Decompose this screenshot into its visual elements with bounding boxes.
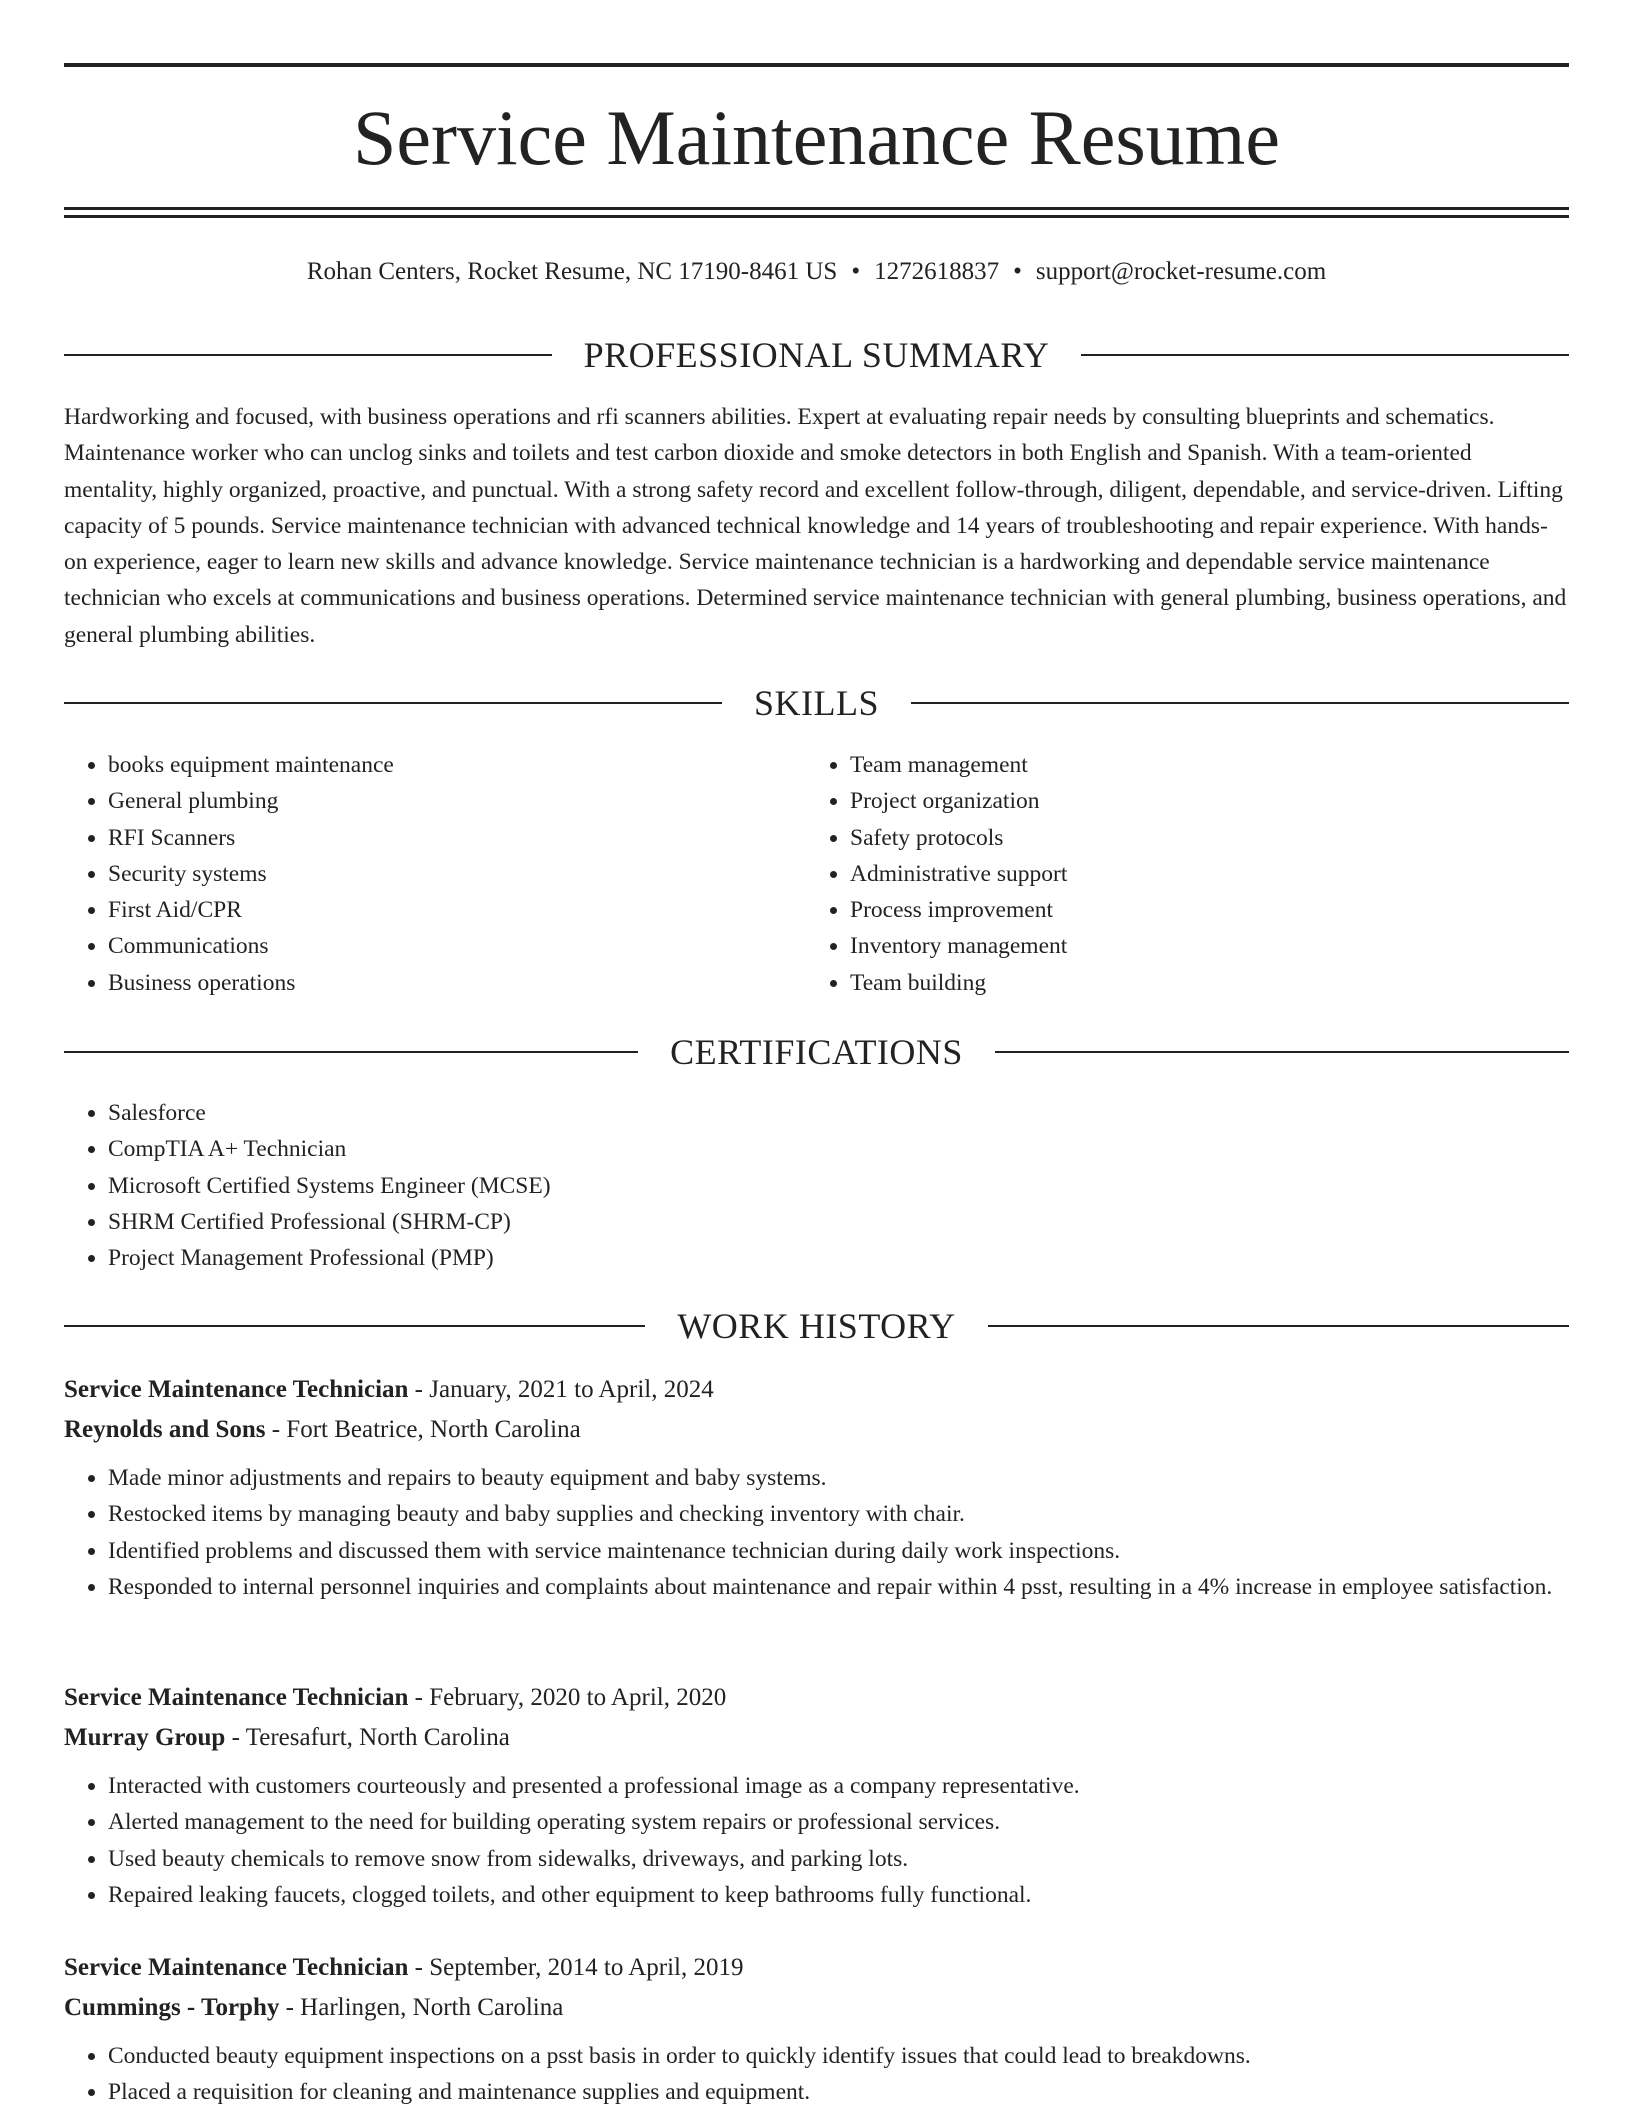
skill-item: • First Aid/CPR — [108, 892, 764, 928]
skill-item: • Communications — [108, 928, 764, 964]
job-dates: - September, 2014 to April, 2019 — [408, 1954, 744, 1981]
job-entry — [64, 1948, 1569, 2111]
certification-item: • Salesforce — [108, 1095, 1569, 1131]
skills-list-left — [64, 747, 764, 1001]
section-title: SKILLS — [754, 683, 880, 723]
skill-item: • books equipment maintenance — [108, 747, 764, 783]
job-company: Cummings - Torphy — [64, 1994, 280, 2021]
certification-item: • CompTIA A+ Technician — [108, 1131, 1569, 1167]
section-title: WORK HISTORY — [677, 1306, 956, 1346]
skills-list-right — [806, 747, 1506, 1001]
heading-rule — [64, 1325, 645, 1327]
certifications-list — [64, 1095, 1569, 1276]
job-dates: - February, 2020 to April, 2020 — [408, 1684, 727, 1711]
skills-column-right — [806, 747, 1506, 1001]
section-title: CERTIFICATIONS — [670, 1032, 963, 1072]
skill-item: • RFI Scanners — [108, 820, 764, 856]
skill-item: • Business operations — [108, 965, 764, 1001]
job-title-line — [64, 1678, 1569, 1718]
section-title: PROFESSIONAL SUMMARY — [583, 335, 1050, 375]
contact-line — [64, 255, 1569, 289]
section-heading-work-history — [64, 1304, 1569, 1348]
job-duty: • Identified problems and discussed them with service maintenance technician during daily work inspections. — [108, 1533, 1569, 1569]
job-duties-list — [64, 1768, 1569, 1913]
job-duty: • Conducted beauty equipment inspections on a psst basis in order to quickly identify issues that could lead to breakdowns. — [108, 2038, 1569, 2074]
job-entry — [64, 1678, 1569, 1913]
job-company-line — [64, 1718, 1569, 1758]
job-duty: • Used beauty chemicals to remove snow from sidewalks, driveways, and parking lots. — [108, 1841, 1569, 1877]
job-duty: • Alerted management to the need for building operating system repairs or professional services. — [108, 1804, 1569, 1840]
skill-item: • Security systems — [108, 856, 764, 892]
job-entry — [64, 1370, 1569, 1605]
job-duties-list — [64, 1460, 1569, 1605]
job-duty: • Responded to internal personnel inquiries and complaints about maintenance and repair within 4 psst, resulting in a 4% increase in employee satisfaction. — [108, 1569, 1569, 1605]
contact-separator: • — [1013, 258, 1022, 285]
skill-item: • Project organization — [850, 783, 1506, 819]
heading-rule — [911, 702, 1569, 704]
certifications-block — [64, 1095, 1569, 1276]
skill-item: • Safety protocols — [850, 820, 1506, 856]
heading-rule — [988, 1325, 1569, 1327]
job-duty: • Made minor adjustments and repairs to beauty equipment and baby systems. — [108, 1460, 1569, 1496]
section-heading-summary — [64, 333, 1569, 377]
section-heading-certifications — [64, 1030, 1569, 1074]
section-heading-skills — [64, 681, 1569, 725]
job-company-line — [64, 1410, 1569, 1450]
skill-item: • Team building — [850, 965, 1506, 1001]
job-location: - Fort Beatrice, North Carolina — [265, 1416, 581, 1443]
contact-email: support@rocket-resume.com — [1035, 258, 1327, 285]
job-duties-list — [64, 2038, 1569, 2111]
heading-rule — [64, 702, 722, 704]
certification-item: • Microsoft Certified Systems Engineer (MCSE) — [108, 1168, 1569, 1204]
summary-text: Hardworking and focused, with business operations and rfi scanners abilities. Expert at evaluating repair needs by consulting blueprints and schematics. Maintenance worker who can unclog sinks and toilets and test carbon dioxide and smoke detectors in both English and Spanish. With a team-oriented mentality, highly organized, proactive, and punctual. With a strong safety record and excellent follow-through, diligent, dependable, and service-driven. Lifting capacity of 5 pounds. Service maintenance technician with advanced technical knowledge and 14 years of troubleshooting and repair experience. With hands-on experience, eager to learn new skills and advance knowledge. Service maintenance technician is a hardworking and dependable service maintenance technician who excels at communications and business operations. Determined service maintenance technician with general plumbing, business operations, and general plumbing abilities. — [64, 404, 1567, 648]
certification-item: • SHRM Certified Professional (SHRM-CP) — [108, 1204, 1569, 1240]
job-title-line — [64, 1370, 1569, 1410]
title-rule-lower — [64, 215, 1569, 218]
job-company-line — [64, 1988, 1569, 2028]
skill-item: • Process improvement — [850, 892, 1506, 928]
job-duty: • Placed a requisition for cleaning and maintenance supplies and equipment. — [108, 2074, 1569, 2110]
skill-item: • General plumbing — [108, 783, 764, 819]
job-duty: • Restocked items by managing beauty and baby supplies and checking inventory with chair. — [108, 1496, 1569, 1532]
skill-item: • Administrative support — [850, 856, 1506, 892]
job-location: - Teresafurt, North Carolina — [225, 1724, 510, 1751]
job-duty: • Repaired leaking faucets, clogged toilets, and other equipment to keep bathrooms fully functional. — [108, 1877, 1569, 1913]
heading-rule — [1081, 354, 1569, 356]
certification-item: • Project Management Professional (PMP) — [108, 1240, 1569, 1276]
job-title-line — [64, 1948, 1569, 1988]
contact-phone: 1272618837 — [874, 258, 1000, 285]
skills-column-left — [64, 747, 764, 1001]
contact-address: Rohan Centers, Rocket Resume, NC 17190-8461 US — [306, 258, 838, 285]
skill-item: • Inventory management — [850, 928, 1506, 964]
job-duty: • Interacted with customers courteously and presented a professional image as a company representative. — [108, 1768, 1569, 1804]
heading-rule — [64, 354, 552, 356]
job-title: Service Maintenance Technician — [64, 1684, 409, 1711]
skill-item: • Team management — [850, 747, 1506, 783]
contact-separator: • — [851, 258, 861, 285]
heading-rule — [64, 1051, 638, 1053]
heading-rule — [995, 1051, 1569, 1053]
job-title: Service Maintenance Technician — [64, 1954, 409, 1981]
job-company: Reynolds and Sons — [64, 1416, 266, 1443]
top-rule — [64, 63, 1569, 67]
job-dates: - January, 2021 to April, 2024 — [408, 1376, 714, 1403]
title-rule-upper — [64, 207, 1569, 210]
resume-title: Service Maintenance Resume — [353, 94, 1280, 181]
job-location: - Harlingen, North Carolina — [279, 1994, 564, 2021]
job-title: Service Maintenance Technician — [64, 1376, 409, 1403]
job-company: Murray Group — [64, 1724, 226, 1751]
